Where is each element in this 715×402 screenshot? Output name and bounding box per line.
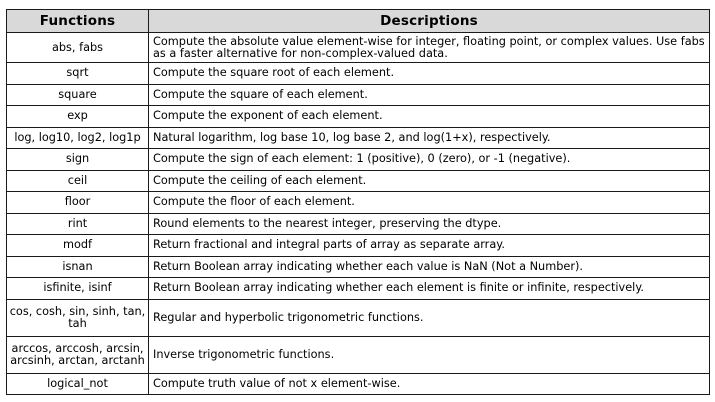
description-cell: Compute the exponent of each element.: [149, 106, 710, 128]
function-cell: ceil: [7, 170, 149, 192]
table-row: [7, 33, 710, 63]
table-row: [7, 373, 710, 395]
description-cell: Natural logarithm, log base 10, log base 2, and log(1+x), respectively.: [149, 127, 710, 149]
table-row: [7, 127, 710, 149]
functions-table: [6, 9, 710, 395]
function-cell: isnan: [7, 256, 149, 278]
table-row: [7, 63, 710, 85]
header-descriptions: Descriptions: [149, 10, 710, 33]
table-row: [7, 299, 710, 336]
header-row: [7, 10, 710, 33]
table-row: [7, 256, 710, 278]
function-cell: rint: [7, 213, 149, 235]
description-cell: Compute the ceiling of each element.: [149, 170, 710, 192]
function-cell: exp: [7, 106, 149, 128]
table-row: [7, 84, 710, 106]
description-cell: Round elements to the nearest integer, preserving the dtype.: [149, 213, 710, 235]
table-row: [7, 170, 710, 192]
table-row: [7, 192, 710, 214]
function-cell: square: [7, 84, 149, 106]
description-cell: Compute the floor of each element.: [149, 192, 710, 214]
function-cell: abs, fabs: [7, 33, 149, 63]
description-cell: Compute the absolute value element-wise for integer, floating point, or complex values. Use fabs as a faster alternative for non-complex-valued data.: [149, 33, 710, 63]
description-cell: Return fractional and integral parts of array as separate array.: [149, 235, 710, 257]
table-row: [7, 336, 710, 373]
function-cell: arccos, arccosh, arcsin, arcsinh, arctan, arctanh: [7, 336, 149, 373]
function-cell: sign: [7, 149, 149, 171]
table-row: [7, 235, 710, 257]
function-cell: sqrt: [7, 63, 149, 85]
description-cell: Compute truth value of not x element-wise.: [149, 373, 710, 395]
table-row: [7, 213, 710, 235]
table-row: [7, 149, 710, 171]
function-cell: modf: [7, 235, 149, 257]
function-cell: isfinite, isinf: [7, 278, 149, 300]
table-row: [7, 278, 710, 300]
description-cell: Compute the square of each element.: [149, 84, 710, 106]
description-cell: Regular and hyperbolic trigonometric functions.: [149, 299, 710, 336]
function-cell: logical_not: [7, 373, 149, 395]
function-cell: cos, cosh, sin, sinh, tan, tah: [7, 299, 149, 336]
description-cell: Compute the sign of each element: 1 (positive), 0 (zero), or -1 (negative).: [149, 149, 710, 171]
description-cell: Return Boolean array indicating whether each value is NaN (Not a Number).: [149, 256, 710, 278]
table-row: [7, 106, 710, 128]
function-cell: log, log10, log2, log1p: [7, 127, 149, 149]
header-functions: Functions: [7, 10, 149, 33]
description-cell: Inverse trigonometric functions.: [149, 336, 710, 373]
description-cell: Compute the square root of each element.: [149, 63, 710, 85]
description-cell: Return Boolean array indicating whether each element is finite or infinite, respectively.: [149, 278, 710, 300]
function-cell: floor: [7, 192, 149, 214]
